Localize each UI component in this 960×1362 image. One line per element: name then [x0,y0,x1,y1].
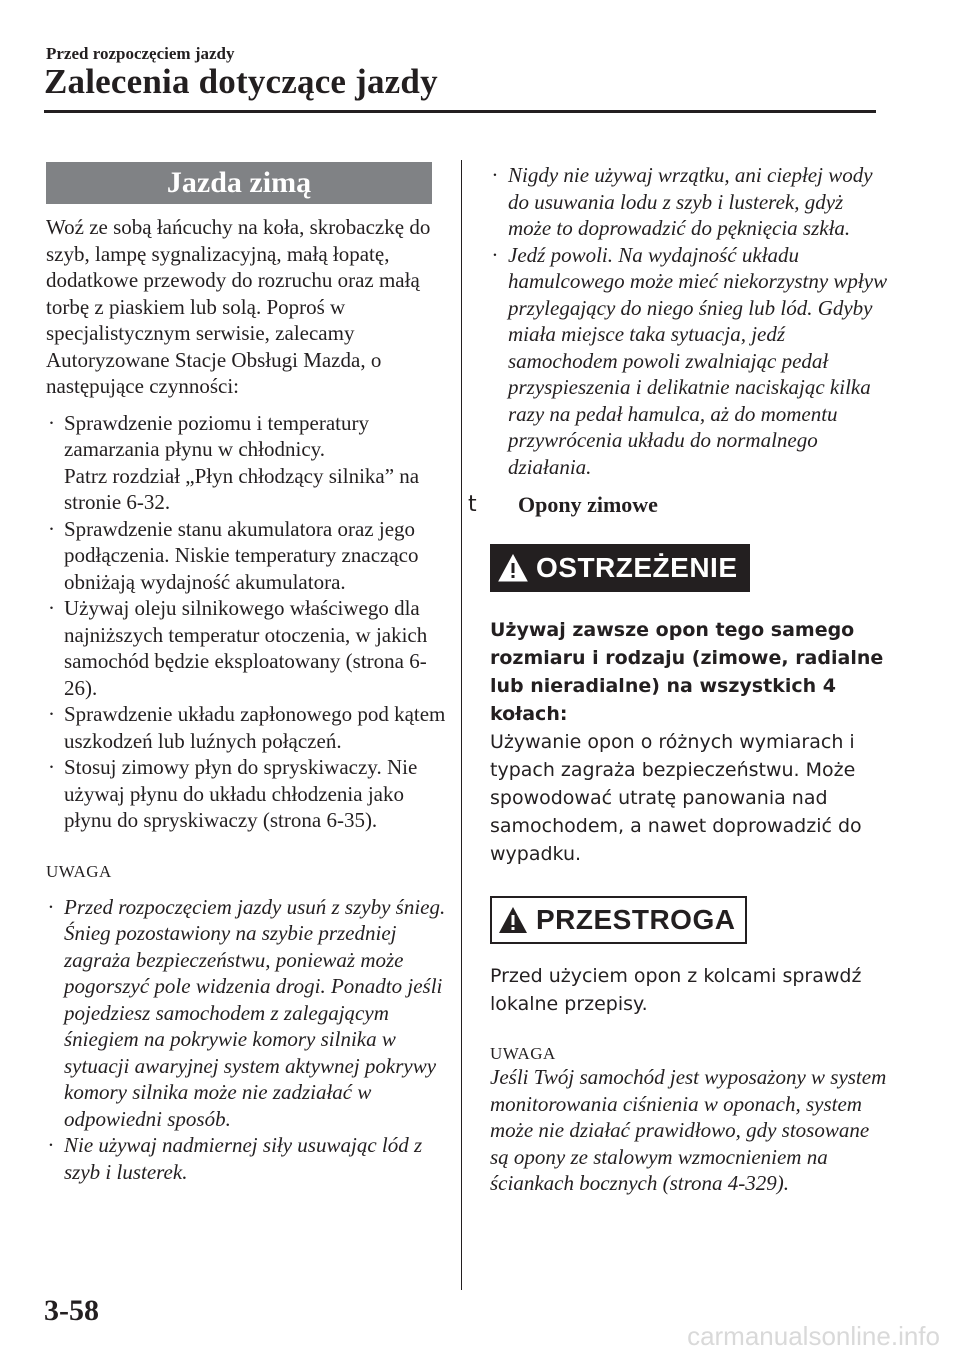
subsection-heading [468,492,890,518]
warning-block [490,544,890,868]
list-item: · Nigdy nie używaj wrzątku, ani ciepłej wody do usuwania lodu z szyb i lusterek, gdyż może to doprowadzić do pęknięcia szkła. [492,163,873,240]
bullet-dot: · [48,702,55,726]
header-subtitle: Przed rozpoczęciem jazdy [46,44,235,63]
section-marker-icon: t [468,492,477,517]
list-item: · Jedź powoli. Na wydajność układu hamulcowego może mieć niekorzystny wpływ przylegający do niego śnieg lub lód. Gdyby miała miejsce taka sytuacja, jedź samochodem powoli zwalniając pedał przyspieszenia i delikatnie naciskając kilka razy na pedał hamulca, aż do momentu przywrócenia układu do normalnego działania. [492,242,888,479]
caution-label: PRZESTROGA [536,904,736,935]
list-item: · Przed rozpoczęciem jazdy usuń z szyby śnieg. Śnieg pozostawiony na szybie przedniej zagraża bezpieczeństwu, ponieważ może pogorszyć pole widzenia drogi. Ponadto jeśli pojedziesz samochodem z zalegającym śniegiem na pokrywie komory silnika w sytuacji awaryjnej system aktywnej pokrywy komory silnika może nie zadziałać w odpowiedni sposób. [48,894,446,1131]
warning-label: OSTRZEŻENIE [536,552,738,583]
warning-badge [490,544,750,592]
intro-paragraph: Woź ze sobą łańcuchy na koła, skrobaczkę do szyb, lampę sygnalizacyjną, małą łopatę, dodatkowe przewody do rozruchu oraz małą torbę z piaskiem lub solą. Poproś w specjalistycznym serwisie, zalecamy Autoryzowane Stacje Obsługi Mazda, o następujące czynności: [46,215,431,398]
maintenance-list [46,410,446,834]
section-title: Jazda zimą [46,162,432,204]
list-item: · Nie używaj nadmiernej siły usuwając lód z szyb i lusterek. [48,1133,423,1184]
caution-text: Przed użyciem opon z kolcami sprawdź lokalne przepisy. [490,965,862,1015]
note-list [46,894,446,1186]
bullet-dot: · [48,516,55,541]
list-item: · Stosuj zimowy płyn do spryskiwaczy. Nie używaj płynu do układu chłodzenia jako płynu do spryskiwaczy (strona 6-35). [48,755,418,832]
list-item: · Sprawdzenie poziomu i temperatury zamarzania płynu w chłodnicy. Patrz rozdział „Płyn chłodzący silnika” na stronie 6-32. [48,410,420,514]
list-item: · Sprawdzenie układu zapłonowego pod kątem uszkodzeń lub luźnych połączeń. [48,702,446,753]
bullet-dot: · [492,163,498,187]
list-item: · Używaj oleju silnikowego właściwego dla najniższych temperatur otoczenia, w jakich samochód będzie eksploatowany (strona 6-26). [48,596,428,700]
warning-text: Używanie opon o różnych wymiarach i typach zagraża bezpieczeństwu. Może spowodować utratę panowania nad samochodem, a nawet doprowadzić do wypadku. [490,731,862,865]
note-text: Jeśli Twój samochód jest wyposażony w system monitorowania ciśnienia w oponach, system może nie działać prawidłowo, gdy stosowane są opony ze stalowym wzmocnieniem na ściankach bocznych (strona 4-329). [490,1065,887,1195]
bullet-dot: · [48,596,55,620]
caution-block [490,896,890,1018]
list-item: · Sprawdzenie stanu akumulatora oraz jego podłączenia. Niskie temperatury znacząco obniżają wydajność akumulatora. [48,516,419,594]
bullet-dot: · [48,1133,54,1157]
note-label: UWAGA [490,1044,556,1063]
warning-triangle-icon [498,554,528,582]
caution-badge [490,896,747,944]
left-column [46,162,446,1185]
bullet-dot: · [48,894,54,919]
note-label: UWAGA [46,861,112,881]
header-rule [44,110,876,113]
bullet-dot: · [48,410,55,435]
page-number: 3-58 [44,1294,99,1327]
column-divider [461,160,462,1290]
caution-triangle-icon [498,906,528,934]
page-title: Zalecenia dotyczące jazdy [44,62,438,101]
bullet-dot: · [492,242,498,267]
watermark: carmanualsonline.info [687,1321,940,1351]
note-list-continued [490,162,890,480]
subsection-title: Opony zimowe [518,492,658,517]
warning-bold-text: Używaj zawsze opon tego samego rozmiaru i rodzaju (zimowe, radialne lub nieradialne) na wszystkich 4 kołach: [490,619,884,725]
bullet-dot: · [48,755,55,779]
right-column [468,162,890,1197]
